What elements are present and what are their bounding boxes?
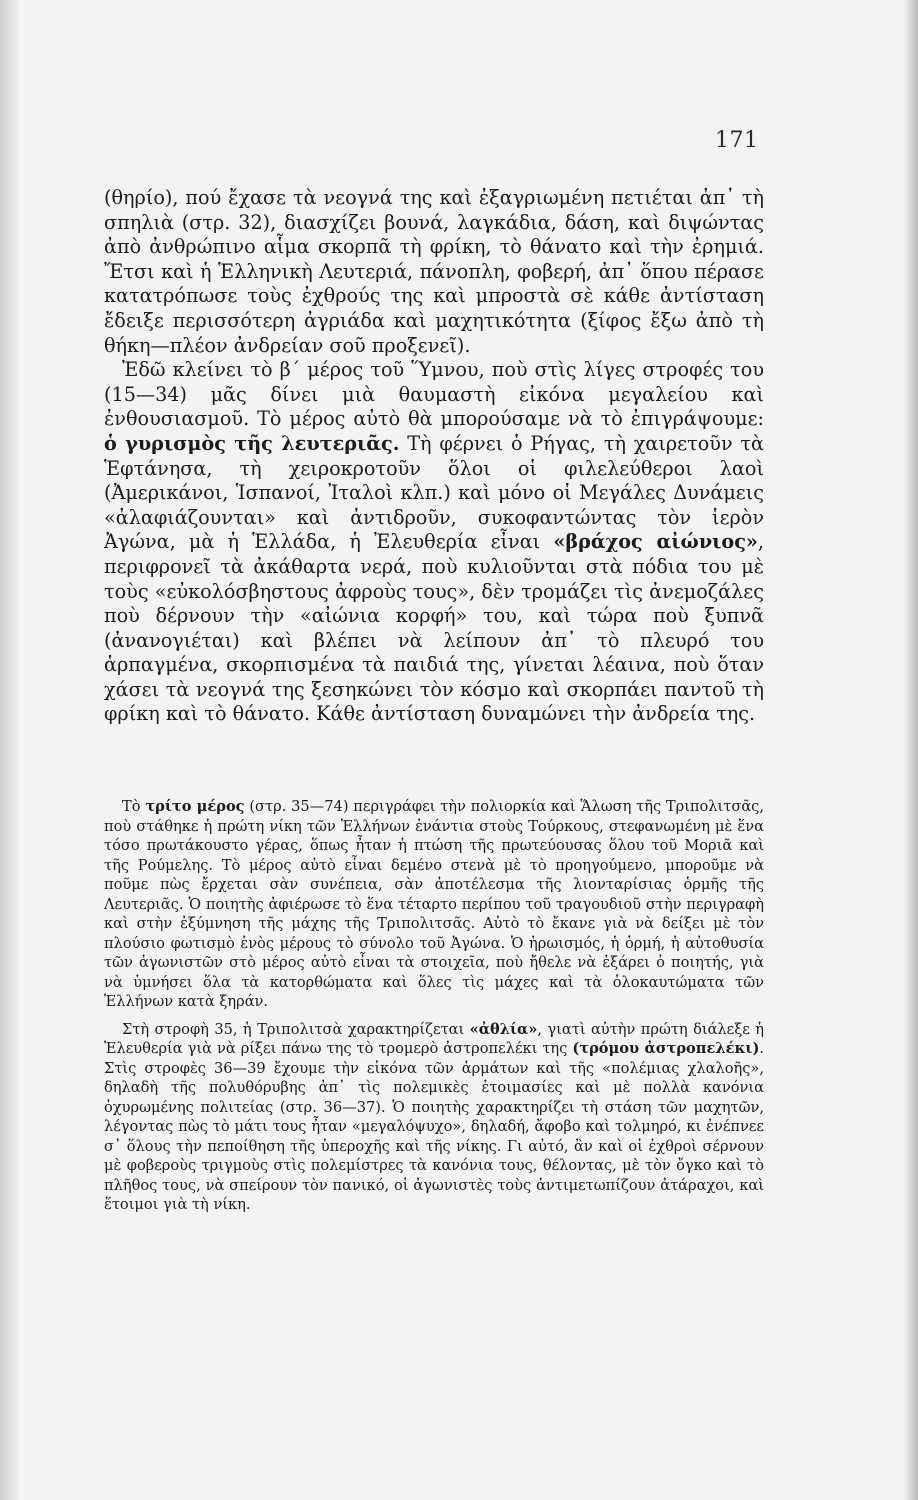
scan-left-edge: [0, 0, 18, 1500]
note-2-text-c: , γιατὶ αὐτὴν πρώτη διάλεξε ἡ Ἐλευθερία γιὰ νὰ ρίξει πάνω της τὸ τρομερὸ ἀστροπελέκι της: [104, 1020, 764, 1057]
bold-phrase-thunderbolt: (τρόμου ἀστροπελέκι): [572, 1040, 760, 1057]
note-paragraph-2: [104, 1020, 764, 1215]
note-2-text-e: . Στὶς στροφὲς 36—39 ἔχουμε τὴν εἰκόνα τῶν ἁρμάτων καὶ τῆς «πολέμιας χλαλοῆς», δηλαδὴ τῆς πολυθόρυβης ἀπ᾽ τὶς πολεμικὲς ἑτοιμασίες καὶ μὲ πολλὰ κανόνια ὀχυρωμένης πολιτείας (στρ. 36—37). Ὁ ποιητὴς χαρακτηρίζει τὴ στάση τῶν μαχητῶν, λέγοντας πὼς τὸ μάτι τους ἦταν «μεγαλόψυχο», δηλαδή, ἄφοβο καὶ τολμηρό, κι ἐνέπνεε σ᾽ ὅλους τὴν πεποίθηση τῆς ὑπεροχῆς καὶ τῆς νίκης. Γι αὐτό, ἂν καὶ οἱ ἐχθροὶ σέρνουν μὲ φοβεροὺς τριγμοὺς στὶς πολεμίστρες τὰ κανόνια τους, θέλοντας, μὲ τὸν ὄγκο καὶ τὸ πλῆθος τους, νὰ σπείρουν τὸν πανικό, οἱ ἀγωνιστὲς τοὺς ἀντιμετωπίζουν ἀτάραχοι, καὶ ἕτοιμοι γιὰ τὴ νίκη.: [104, 1040, 764, 1213]
main-paragraph-2: [104, 358, 764, 727]
scan-right-edge: [904, 0, 918, 1500]
note-paragraph-1: [104, 797, 764, 1012]
page-number: 171: [715, 128, 759, 153]
note-2-text-a: Στὴ στροφὴ 35, ἡ Τριπολιτσὰ χαρακτηρίζεται: [122, 1020, 470, 1038]
main-paragraph-2-text-c: Τὴ φέρνει ὁ Ρήγας, τὴ χαιρετοῦν τὰ Ἑφτάνησα, τὴ χειροκροτοῦν ὅλοι οἱ φιλελεύθεροι λαοὶ (Ἀμερικάνοι, Ἱσπανοί, Ἰταλοὶ κλπ.) καὶ μόνο οἱ Μεγάλες Δυνάμεις «ἀλαφιάζουνται» καὶ ἀντιδροῦν, συκοφαντώντας τὸν ἱερὸν Ἀγώνα, μὰ ἡ Ἑλλάδα, ἡ Ἐλευθερία εἶναι: [104, 431, 764, 554]
main-body-text: [104, 186, 764, 727]
commentary-notes: [104, 797, 764, 1223]
bold-phrase-eternal-rock: «βράχος αἰώνιος»: [553, 530, 758, 554]
bold-phrase-return-of-liberty: ὁ γυρισμὸς τῆς λευτεριᾶς.: [104, 431, 400, 455]
bold-phrase-third-part: τρίτο μέρος: [145, 798, 245, 815]
note-1-text-a: Τὸ: [122, 798, 146, 815]
main-paragraph-2-text-a: Ἐδῶ κλείνει τὸ β΄ μέρος τοῦ Ὕμνου, ποὺ στὶς λίγες στροφές του (15—34) μᾶς δίνει μιὰ θαυμαστὴ εἰκόνα μεγαλείου καὶ ἐνθουσιασμοῦ. Τὸ μέρος αὐτὸ θὰ μπορούσαμε νὰ τὸ ἐπιγράψουμε:: [104, 358, 764, 431]
bold-phrase-athlia: «ἀθλία»: [469, 1020, 538, 1038]
main-paragraph-2-text-e: , περιφρονεῖ τὰ ἀκάθαρτα νερά, ποὺ κυλιοῦνται στὰ πόδια του μὲ τοὺς «εὐκολόσβηστους ἀφροὺς τους», δὲν τρομάζει τὶς ἀνεμοζάλες ποὺ δέρνουν τὴν «αἰώνια κορφή» του, καὶ τώρα ποὺ ξυπνᾶ (ἀνανογιέται) καὶ βλέπει νὰ λείπουν ἀπ᾽ τὸ πλευρό του ἁρπαγμένα, σκορπισμένα τὰ παιδιά της, γίνεται λέαινα, ποὺ ὅταν χάσει τὰ νεογνά της ξεσηκώνει τὸν κόσμο καὶ σκορπάει παντοῦ τὴ φρίκη καὶ τὸ θάνατο. Κάθε ἀντίσταση δυναμώνει τὴν ἀνδρεία της.: [104, 530, 764, 726]
main-paragraph-1: [104, 186, 764, 358]
main-paragraph-1-text: (θηρίο), πού ἔχασε τὰ νεογνά της καὶ ἐξαγριωμένη πετιέται ἀπ᾽ τὴ σπηλιὰ (στρ. 32), διασχίζει βουνά, λαγκάδια, δάση, καὶ διψώντας ἀπὸ ἀνθρώπινο αἷμα σκορπᾶ τὴ φρίκη, τὸ θάνατο καὶ τὴν ἐρημιά. Ἔτσι καὶ ἡ Ἑλληνικὴ Λευτεριά, πάνοπλη, φοβερή, ἀπ᾽ ὅπου πέρασε κατατρόπωσε τοὺς ἐχθρούς της καὶ μπροστὰ σὲ κάθε ἀντίσταση ἔδειξε περισσότερη ἀγριάδα καὶ μαχητικότητα (ξίφος ἔξω ἀπὸ τὴ θήκη—πλέον ἀνδρείαν σοῦ προξενεῖ).: [104, 186, 764, 357]
note-1-text-c: (στρ. 35—74) περιγράφει τὴν πολιορκία καὶ Ἅλωση τῆς Τριπολιτσᾶς, ποὺ στάθηκε ἡ πρώτη νίκη τῶν Ἑλλήνων ἐνάντια στοὺς Τούρκους, στεφανωμένη μὲ ἕνα τόσο πρωτάκουστο γέρας, ὅπως ἦταν ἡ πτώση τῆς πρωτεύουσας ὅλου τοῦ Μοριᾶ καὶ τῆς Ρούμελης. Τὸ μέρος αὐτὸ εἶναι δεμένο στενὰ μὲ τὸ προηγούμενο, μποροῦμε νὰ ποῦμε πὼς ἔρχεται σὰν συνέπεια, σὰν ἀποτέλεσμα τῆς λιονταρίσιας ὁρμῆς τῆς Λευτεριᾶς. Ὁ ποιητὴς ἀφιέρωσε τὸ ἕνα τέταρτο περίπου τοῦ τραγουδιοῦ στὴν περιγραφὴ καὶ στὴν ἐξύμνηση τῆς μάχης τῆς Τριπολιτσᾶς. Αὐτὸ τὸ ἔκανε γιὰ νὰ δείξει μὲ τὸν πλούσιο φωτισμὸ ἑνὸς μέρους τὸ σύνολο τοῦ Ἀγώνα. Ὁ ἡρωισμός, ἡ ὁρμή, ἡ αὐτοθυσία τῶν ἀγωνιστῶν στὸ μέρος αὐτὸ εἶναι τὰ στοιχεῖα, ποὺ ἤθελε νὰ ἐξάρει ὁ ποιητής, γιὰ νὰ ὑμνήσει ὅλα τὰ κατορθώματα καὶ ὅλες τὶς μάχες καὶ τὰ ὁλοκαυτώματα τῶν Ἑλλήνων κατὰ ξηράν.: [104, 798, 764, 1010]
